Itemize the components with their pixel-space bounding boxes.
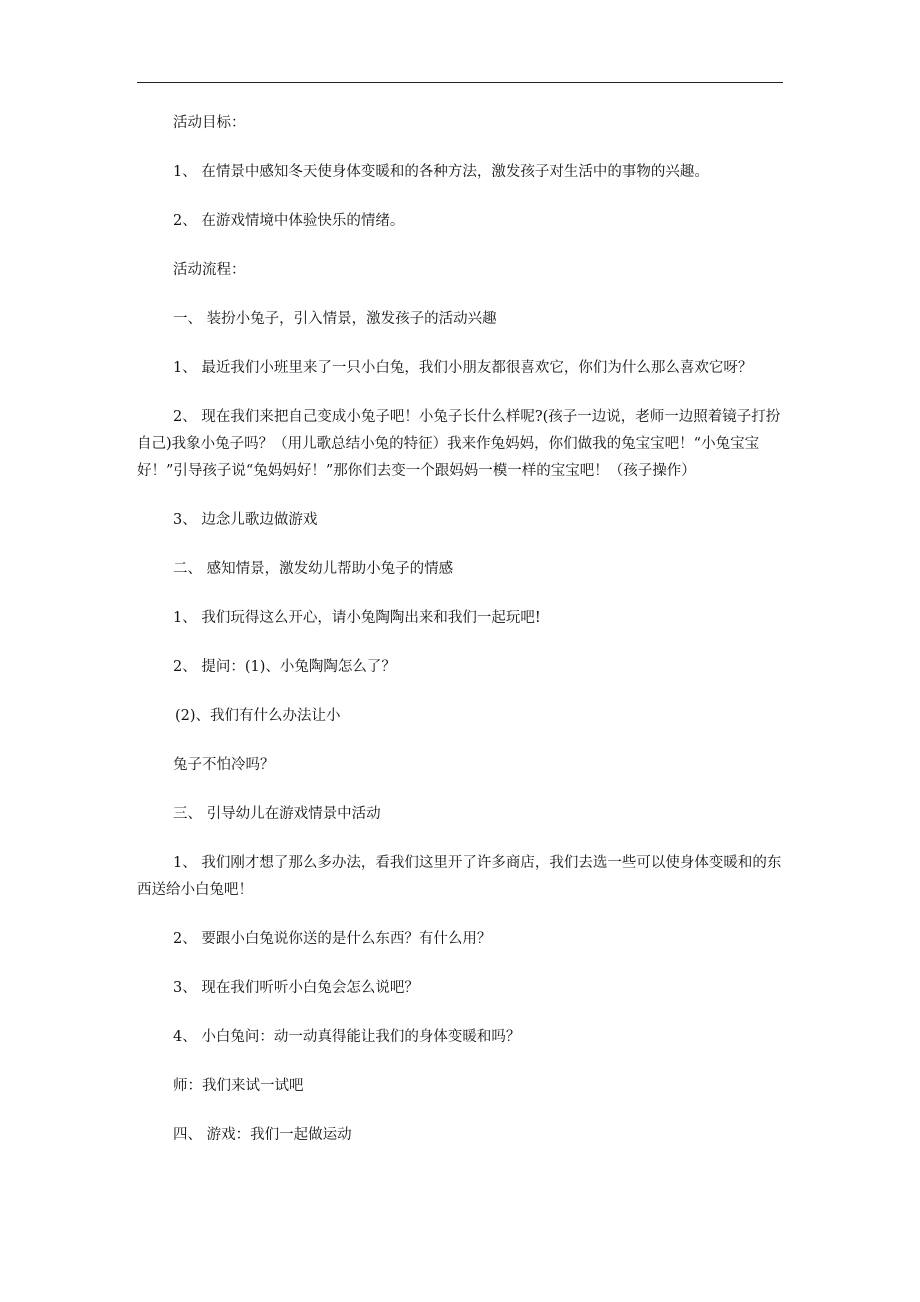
step-3-item-2: 2、 要跟小白兔说你送的是什么东西？有什么用？ xyxy=(173,931,492,947)
step-3-item-3: 3、 现在我们听听小白兔会怎么说吧？ xyxy=(173,980,419,996)
step-heading-1: 一、 装扮小兔子，引入情景，激发孩子的活动兴趣 xyxy=(173,311,497,327)
step-3-item-4: 4、 小白兔问：动一动真得能让我们的身体变暖和吗？ xyxy=(173,1029,521,1045)
header-rule xyxy=(137,82,783,83)
section-heading-process: 活动流程： xyxy=(173,262,246,278)
step-2-subquestion-continued: 兔子不怕冷吗？ xyxy=(173,757,275,773)
step-heading-3: 三、 引导幼儿在游戏情景中活动 xyxy=(173,806,381,822)
step-2-item-2: 2、 提问：(1)、小兔陶陶怎么了？ xyxy=(173,659,396,675)
step-1-item-1: 1、 最近我们小班里来了一只小白兔，我们小朋友都很喜欢它，你们为什么那么喜欢它呀？ xyxy=(173,360,753,376)
step-1-item-2: 2、 现在我们来把自己变成小兔子吧！小兔子长什么样呢?(孩子一边说，老师一边照着镜子打扮自己)我象小兔子吗？（用儿歌总结小兔的特征）我来作兔妈妈，你们做我的兔宝宝吧！“小兔宝宝好！”引导孩子说“兔妈妈好！”那你们去变一个跟妈妈一模一样的宝宝吧！（孩子操作） xyxy=(137,409,781,479)
step-heading-4: 四、 游戏：我们一起做运动 xyxy=(173,1127,352,1143)
section-heading-goals: 活动目标： xyxy=(173,115,246,131)
step-2-subquestion: (2)、我们有什么办法让小 xyxy=(175,708,341,724)
document-body xyxy=(137,110,783,1171)
teacher-line: 师：我们来试一试吧 xyxy=(173,1078,304,1094)
goal-item-2: 2、 在游戏情境中体验快乐的情绪。 xyxy=(173,213,405,229)
step-1-item-3: 3、 边念儿歌边做游戏 xyxy=(173,512,318,528)
goal-item-1: 1、 在情景中感知冬天使身体变暖和的各种方法，激发孩子对生活中的事物的兴趣。 xyxy=(173,164,709,180)
step-2-item-1: 1、 我们玩得这么开心，请小兔陶陶出来和我们一起玩吧! xyxy=(173,610,541,626)
step-3-item-1: 1、 我们刚才想了那么多办法，看我们这里开了许多商店，我们去选一些可以使身体变暖和的东西送给小白兔吧！ xyxy=(137,855,782,898)
step-heading-2: 二、 感知情景，激发幼儿帮助小兔子的情感 xyxy=(173,561,454,577)
